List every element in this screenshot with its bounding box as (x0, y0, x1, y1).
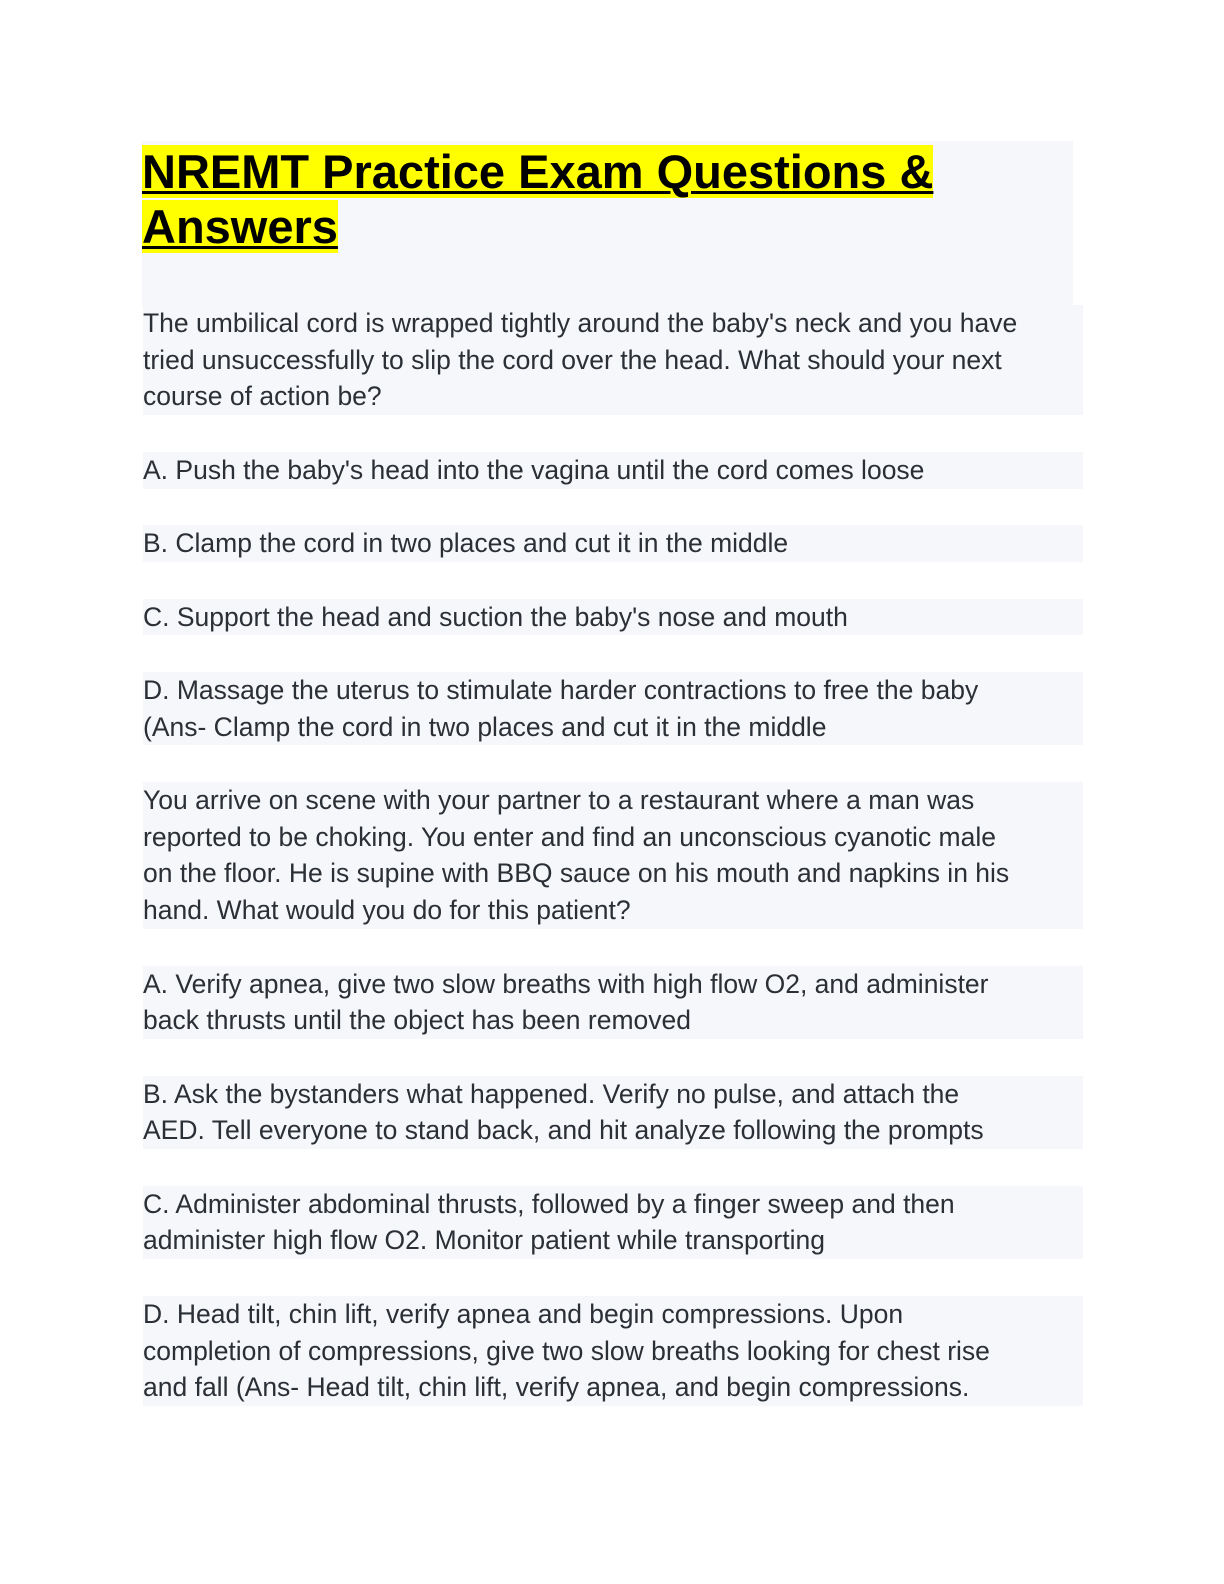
q2-stem-line-3: on the floor. He is supine with BBQ sauce on his mouth and napkins in his (143, 858, 1010, 889)
q1-option-b-text: B. Clamp the cord in two places and cut it in the middle (143, 528, 789, 559)
question-1-option-b (143, 525, 1083, 562)
question-1-option-c (143, 599, 1083, 636)
q1-stem-line-3: course of action be? (143, 381, 382, 412)
title-line-2: Answers (142, 200, 338, 253)
q2-stem-line-2: reported to be choking. You enter and find an unconscious cyanotic male (143, 821, 996, 852)
question-2-option-a (143, 966, 1083, 1039)
document-body (143, 305, 1083, 1443)
question-1-option-d (143, 672, 1083, 745)
question-1-stem (143, 305, 1083, 415)
q2-option-b-line-1: B. Ask the bystanders what happened. Verify no pulse, and attach the (143, 1078, 960, 1109)
q2-option-b-line-2: AED. Tell everyone to stand back, and hit analyze following the prompts (143, 1115, 984, 1146)
q1-option-a-text: A. Push the baby's head into the vagina until the cord comes loose (143, 454, 925, 485)
q2-option-d-line-1: D. Head tilt, chin lift, verify apnea and begin compressions. Upon (143, 1298, 904, 1329)
q2-stem-line-1: You arrive on scene with your partner to a restaurant where a man was (143, 785, 975, 816)
q2-option-a-line-2: back thrusts until the object has been removed (143, 1005, 691, 1036)
question-2-option-b (143, 1076, 1083, 1149)
q2-option-d-line-2: completion of compressions, give two slow breaths looking for chest rise (143, 1335, 990, 1366)
question-2-option-c (143, 1186, 1083, 1259)
q2-option-a-line-1: A. Verify apnea, give two slow breaths with high flow O2, and administer (143, 968, 989, 999)
q1-answer-line: (Ans- Clamp the cord in two places and cut it in the middle (143, 711, 827, 742)
question-2-stem (143, 782, 1083, 929)
title-line-1: NREMT Practice Exam Questions & (142, 145, 934, 198)
q2-option-c-line-2: administer high flow O2. Monitor patient while transporting (143, 1225, 825, 1256)
q2-stem-line-4: hand. What would you do for this patient? (143, 895, 631, 926)
document-title (142, 141, 1073, 254)
question-2-option-d (143, 1296, 1083, 1406)
q1-option-c-text: C. Support the head and suction the baby's nose and mouth (143, 601, 848, 632)
question-1-option-a (143, 452, 1083, 489)
title-block (142, 141, 1073, 307)
q2-option-c-line-1: C. Administer abdominal thrusts, followed by a finger sweep and then (143, 1188, 955, 1219)
q1-option-d-line-1: D. Massage the uterus to stimulate harder contractions to free the baby (143, 674, 979, 705)
q1-stem-line-1: The umbilical cord is wrapped tightly around the baby's neck and you have (143, 308, 1018, 338)
q1-stem-line-2: tried unsuccessfully to slip the cord over the head. What should your next (143, 344, 1002, 375)
q2-answer-line: and fall (Ans- Head tilt, chin lift, verify apnea, and begin compressions. (143, 1372, 970, 1403)
